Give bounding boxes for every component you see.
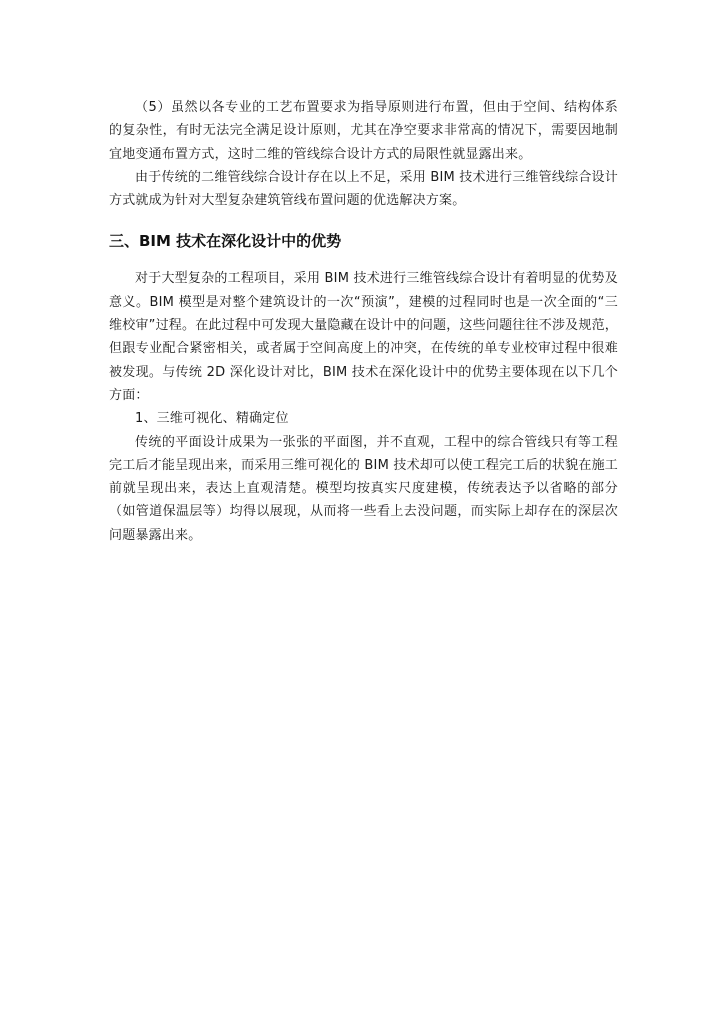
document-page bbox=[109, 96, 618, 547]
list-item-visualization: 1、三维可视化、精确定位 bbox=[135, 411, 289, 427]
paragraph-limitations: （5）虽然以各专业的工艺布置要求为指导原则进行布置，但由于空间、结构体系的复杂性，有时无法完全满足设计原则，尤其在净空要求非常高的情况下，需要因地制宜地变通布置方式，这时二维的管线综合设计方式的局限性就显露出来。 bbox=[109, 100, 618, 162]
section-heading: 三、BIM 技术在深化设计中的优势 bbox=[109, 232, 342, 251]
paragraph-visualization-detail: 传统的平面设计成果为一张张的平面图，并不直观，工程中的综合管线只有等工程完工后才能呈现出来，而采用三维可视化的 BIM 技术却可以使工程完工后的状貌在施工前就呈现出来，表达上直观清楚。模型均按真实尺度建模，传统表达予以省略的部分（如管道保温层等）均得以展现，从而将一些看上去没问题，而实际上却存在的深层次问题暴露出来。 bbox=[109, 434, 618, 543]
paragraph-bim-advantages: 对于大型复杂的工程项目，采用 BIM 技术进行三维管线综合设计有着明显的优势及意义。BIM 模型是对整个建筑设计的一次“预演”，建模的过程同时也是一次全面的“三维校审”过程。在此过程中可发现大量隐藏在设计中的问题，这些问题往往不涉及规范，但跟专业配合紧密相关，或者属于空间高度上的冲突，在传统的单专业校审过程中很难被发现。与传统 2D 深化设计对比，BIM 技术在深化设计中的优势主要体现在以下几个方面： bbox=[109, 271, 618, 403]
paragraph-bim-solution: 由于传统的二维管线综合设计存在以上不足，采用 BIM 技术进行三维管线综合设计方式就成为针对大型复杂建筑管线布置问题的优选解决方案。 bbox=[109, 169, 618, 209]
